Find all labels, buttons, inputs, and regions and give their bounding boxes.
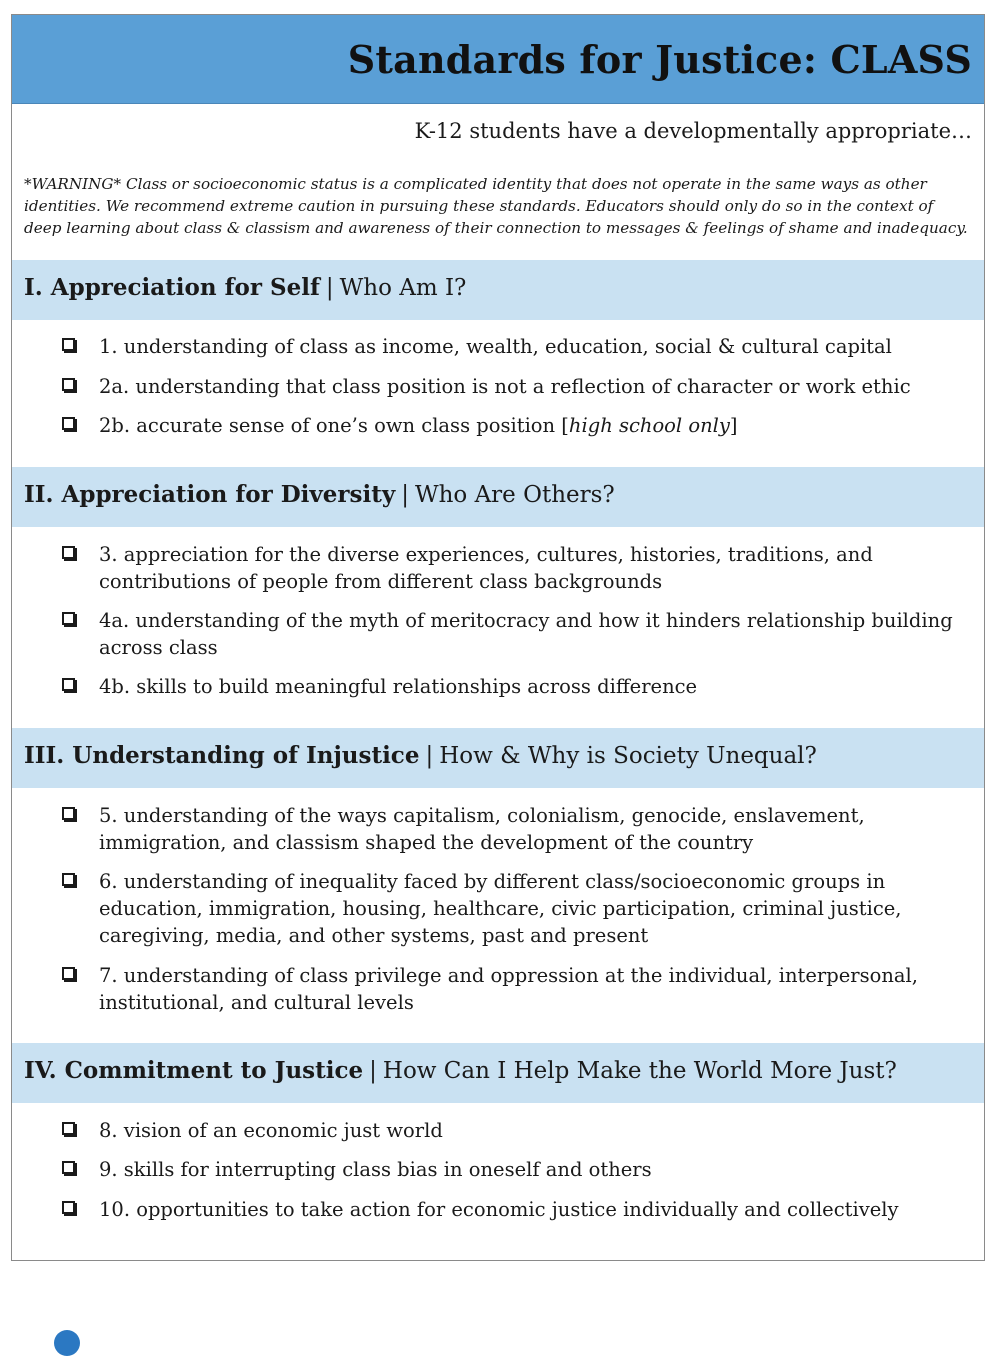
section-question: How Can I Help Make the World More Just? bbox=[382, 1058, 897, 1084]
item-text: 2a. understanding that class position is not a reflection of character or work ethic bbox=[99, 375, 911, 398]
section-question: Who Am I? bbox=[339, 275, 467, 301]
section-separator: | bbox=[401, 482, 409, 508]
section-title: I. Appreciation for Self bbox=[24, 274, 320, 301]
section-header-diversity bbox=[12, 467, 984, 527]
page-title: Standards for Justice: CLASS bbox=[347, 37, 972, 82]
checkbox[interactable] bbox=[62, 1161, 75, 1174]
checkbox[interactable] bbox=[62, 1122, 75, 1135]
item-text: 7. understanding of class privilege and oppression at the individual, interpersonal, institutional, and cultural levels bbox=[99, 964, 918, 1014]
section-title: II. Appreciation for Diversity bbox=[24, 481, 396, 508]
item-text: 2b. accurate sense of one’s own class position [high school only] bbox=[99, 414, 738, 437]
checkbox[interactable] bbox=[62, 378, 75, 391]
checkbox[interactable] bbox=[62, 807, 75, 820]
section-header-injustice bbox=[12, 728, 984, 788]
item-text: 4a. understanding of the myth of meritocracy and how it hinders relationship building across class bbox=[99, 609, 953, 659]
checkbox[interactable] bbox=[62, 546, 75, 559]
item-text: 5. understanding of the ways capitalism, colonialism, genocide, enslavement, immigration, and classism shaped the development of the country bbox=[99, 804, 865, 854]
section-title: III. Understanding of Injustice bbox=[24, 742, 420, 769]
checkbox[interactable] bbox=[62, 612, 75, 625]
section-separator: | bbox=[369, 1058, 377, 1084]
item-text: 1. understanding of class as income, wealth, education, social & cultural capital bbox=[99, 335, 892, 358]
section-header-self bbox=[12, 260, 984, 320]
item-text: 9. skills for interrupting class bias in oneself and others bbox=[99, 1158, 652, 1181]
section-title: IV. Commitment to Justice bbox=[24, 1057, 364, 1084]
checkbox[interactable] bbox=[62, 338, 75, 351]
title-bar bbox=[12, 15, 984, 104]
item-text: 4b. skills to build meaningful relationships across difference bbox=[99, 675, 698, 698]
section-separator: | bbox=[325, 275, 334, 301]
item-text: 8. vision of an economic just world bbox=[99, 1119, 443, 1142]
checkbox[interactable] bbox=[62, 678, 75, 691]
checkbox[interactable] bbox=[62, 873, 75, 886]
item-text: 3. appreciation for the diverse experiences, cultures, histories, traditions, and contributions of people from different class backgrounds bbox=[99, 543, 873, 593]
checkbox[interactable] bbox=[62, 967, 75, 980]
logo-mark-icon bbox=[54, 1330, 80, 1356]
item-text: 10. opportunities to take action for economic justice individually and collectively bbox=[99, 1198, 899, 1221]
section-question: Who Are Others? bbox=[414, 482, 615, 508]
checkbox[interactable] bbox=[62, 417, 75, 430]
section-header-commitment bbox=[12, 1043, 984, 1103]
warning-note: *WARNING* Class or socioeconomic status is a complicated identity that does not operate in the same ways as other identities. We recommend extreme caution in pursuing these standards. Educators should only do so in the context of deep learning about class & classism and awareness of their connection to messages & feelings of shame and inadequacy. bbox=[24, 175, 968, 237]
item-text: 6. understanding of inequality faced by different class/socioeconomic groups in education, immigration, housing, healthcare, civic participation, criminal justice, caregiving, media, and other systems, past and present bbox=[99, 870, 902, 947]
section-separator: | bbox=[425, 743, 434, 769]
checkbox[interactable] bbox=[62, 1201, 75, 1214]
section-question: How & Why is Society Unequal? bbox=[439, 743, 817, 769]
standards-document bbox=[11, 14, 985, 1261]
subtitle: K-12 students have a developmentally appropriate… bbox=[414, 119, 972, 143]
